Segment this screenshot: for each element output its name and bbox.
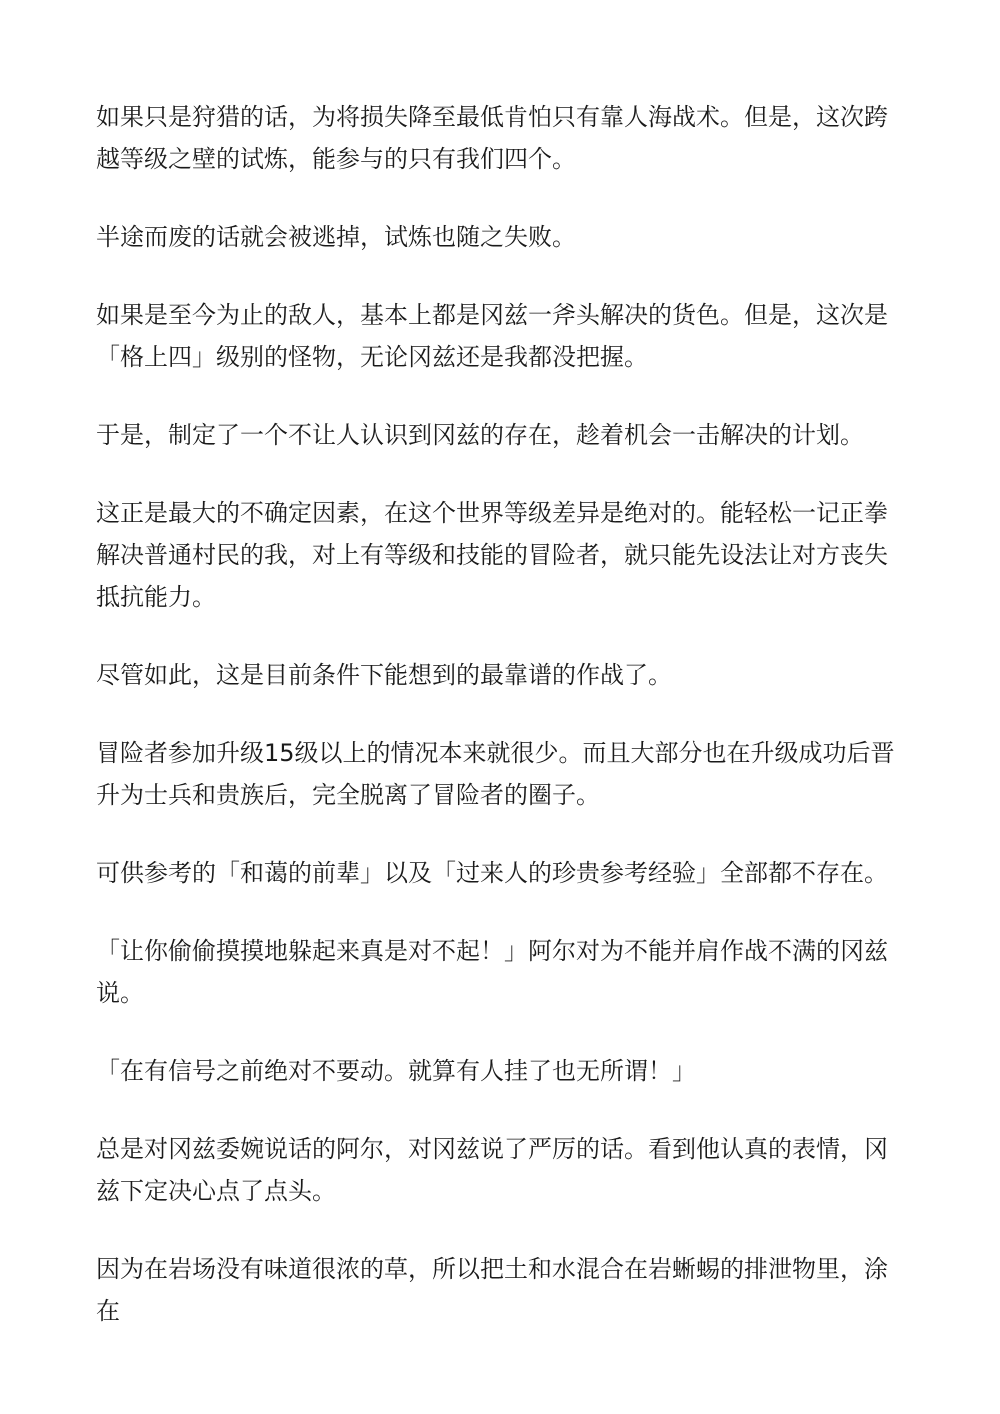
paragraph-8: 可供参考的「和蔼的前辈」以及「过来人的珍贵参考经验」全部都不存在。 [96, 859, 888, 887]
paragraph-10: 「在有信号之前绝对不要动。就算有人挂了也无所谓！」 [96, 1057, 696, 1085]
paragraph-1: 如果只是狩猎的话，为将损失降至最低肯怕只有靠人海战术。但是，这次跨越等级之壁的试炼，能参与的只有我们四个。 [96, 103, 888, 173]
paragraph-6: 尽管如此，这是目前条件下能想到的最靠谱的作战了。 [96, 661, 672, 689]
paragraph-3: 如果是至今为止的敌人，基本上都是冈兹一斧头解决的货色。但是，这次是「格上四」级别的怪物，无论冈兹还是我都没把握。 [96, 301, 888, 371]
paragraph-11: 总是对冈兹委婉说话的阿尔，对冈兹说了严厉的话。看到他认真的表情，冈兹下定决心点了点头。 [96, 1135, 888, 1205]
paragraph-9: 「让你偷偷摸摸地躲起来真是对不起！」阿尔对为不能并肩作战不满的冈兹说。 [96, 937, 888, 1007]
body-text [96, 96, 908, 1368]
paragraph-5: 这正是最大的不确定因素，在这个世界等级差异是绝对的。能轻松一记正拳解决普通村民的我，对上有等级和技能的冒险者，就只能先设法让对方丧失抵抗能力。 [96, 499, 888, 611]
paragraph-4: 于是，制定了一个不让人认识到冈兹的存在，趁着机会一击解决的计划。 [96, 421, 864, 449]
paragraph-2: 半途而废的话就会被逃掉，试炼也随之失败。 [96, 223, 576, 251]
paragraph-12: 因为在岩场没有味道很浓的草，所以把土和水混合在岩蜥蜴的排泄物里，涂在 [96, 1255, 888, 1325]
paragraph-7: 冒险者参加升级15级以上的情况本来就很少。而且大部分也在升级成功后晋升为士兵和贵族后，完全脱离了冒险者的圈子。 [96, 739, 895, 809]
